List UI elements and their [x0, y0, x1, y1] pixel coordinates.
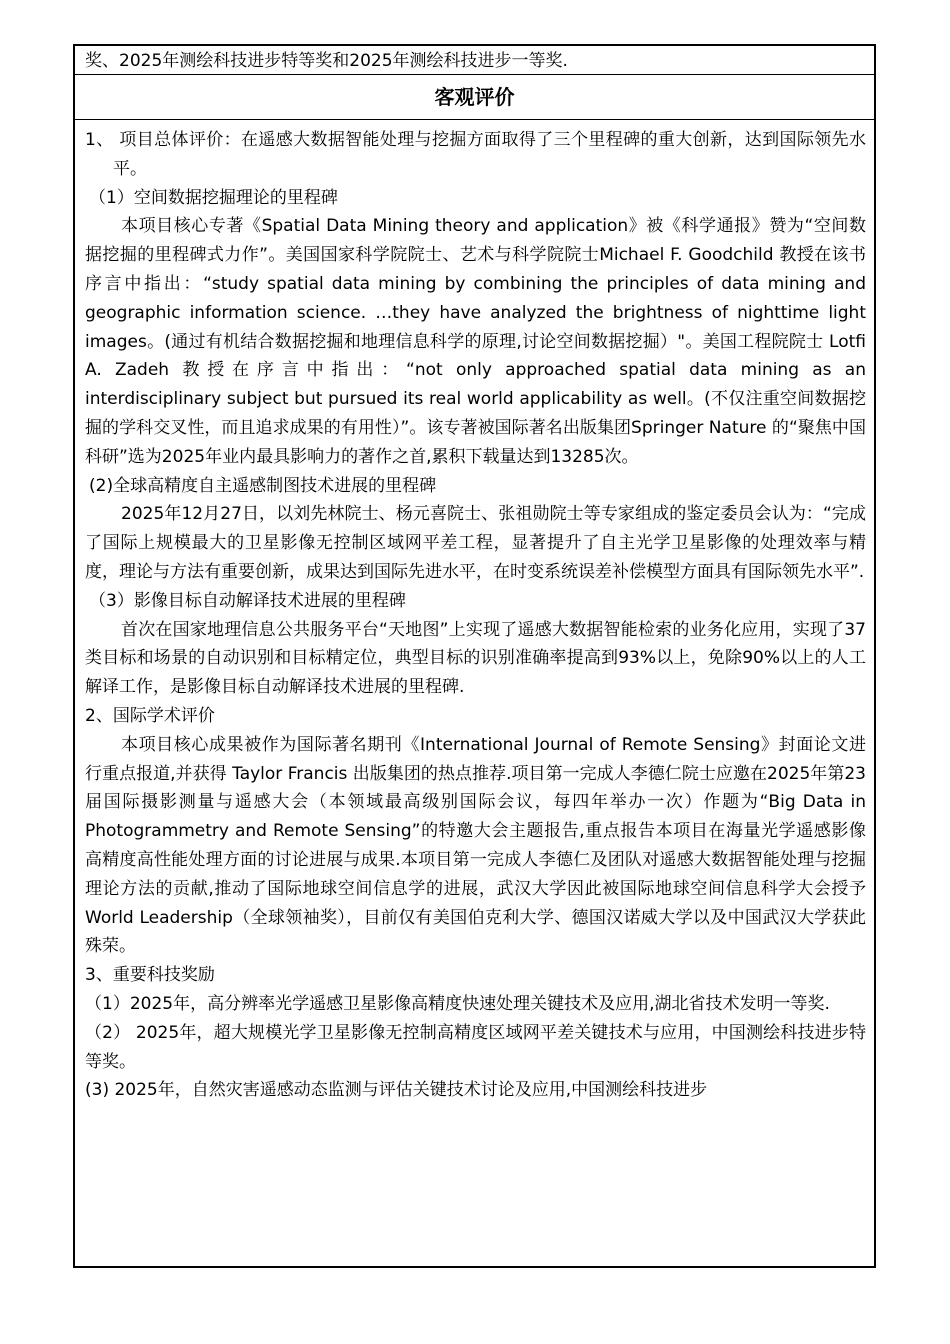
- section-title: 客观评价: [75, 75, 874, 120]
- international-evaluation-paragraph: 本项目核心成果被作为国际著名期刊《International Journal of Remote Sensing》封面论文进行重点报道,并获得 Taylor Francis 出版集团的热点推荐.项目第一完成人李德仁院士应邀在2025年第23届国际摄影测量与遥感大会（本领域最高级别国际会议，每四年举办一次）作题为“Big Data in Photogrammetry and Remote Sensing”的特邀大会主题报告,重点报告本项目在海量光学遥感影像高精度高性能处理方面的讨论进展与成果.本项目第一完成人李德仁及团队对遥感大数据智能处理与挖掘理论方法的贡献,推动了国际地球空间信息学的进展，武汉大学因此被国际地球空间信息科学大会授予World Leadership（全球领袖奖），目前仅有美国伯克利大学、德国汉诺威大学以及中国武汉大学获此殊荣。: [85, 734, 866, 957]
- award-item-1: （1）2025年，高分辨率光学遥感卫星影像高精度快速处理关键技术及应用,湖北省技术发明一等奖.: [85, 993, 830, 1014]
- milestone-heading-1: （1）空间数据挖掘理论的里程碑: [89, 187, 338, 208]
- awards-heading: 3、重要科技奖励: [85, 965, 215, 986]
- evaluation-body: [85, 126, 866, 1105]
- milestone-paragraph-3: 首次在国家地理信息公共服务平台“天地图”上实现了遥感大数据智能检索的业务化应用，实现了37类目标和场景的自动识别和目标精定位，典型目标的识别准确率提高到93%以上，免除90%以上的人工解译工作，是影像目标自动解译技术进展的里程碑.: [85, 619, 866, 698]
- evaluation-table: [73, 44, 876, 1268]
- international-evaluation-heading: 2、国际学术评价: [85, 705, 215, 726]
- award-item-3: (3) 2025年，自然灾害遥感动态监测与评估关键技术讨论及应用,中国测绘科技进步: [85, 1080, 708, 1101]
- milestone-paragraph-2: 2025年12月27日，以刘先林院士、杨元喜院士、张祖勋院士等专家组成的鉴定委员会认为：“完成了国际上规模最大的卫星影像无控制区域网平差工程，显著提升了自主光学卫星影像的处理效率与精度，理论与方法有重要创新，成果达到国际先进水平，在时变系统误差补偿模型方面具有国际领先水平”.: [85, 504, 866, 582]
- milestone-paragraph-1: 本项目核心专著《Spatial Data Mining theory and application》被《科学通报》赞为“空间数据挖掘的里程碑式力作”。美国国家科学院院士、艺术与科学院院士Michael F. Goodchild 教授在该书序言中指出：“study spatial data mining by combining the principles of data mining and geographic information science. …they have analyzed the brightness of nighttime light images。(通过有机结合数据挖掘和地理信息科学的原理,讨论空间数据挖掘）"。美国工程院院士 Lotfi A. Zadeh 教授在序言中指出：“not only approached spatial data mining as an interdisciplinary subject but pursued its real world applicability as well。(不仅注重空间数据挖掘的学科交叉性，而且追求成果的有用性）”。该专著被国际著名出版集团Springer Nature 的“聚焦中国科研”选为2025年业内最具影响力的著作之首,累积下载量达到13285次。: [85, 216, 866, 467]
- overall-evaluation-item: 1、 项目总体评价：在遥感大数据智能处理与挖掘方面取得了三个里程碑的重大创新，达到国际领先水平。: [85, 130, 866, 179]
- award-item-2: （2） 2025年，超大规模光学卫星影像无控制高精度区域网平差关键技术与应用，中国测绘科技进步特等奖。: [85, 1022, 866, 1072]
- continued-text-row: 奖、2025年测绘科技进步特等奖和2025年测绘科技进步一等奖.: [75, 46, 874, 75]
- milestone-heading-2: (2)全球高精度自主遥感制图技术进展的里程碑: [89, 475, 437, 496]
- milestone-heading-3: （3）影像目标自动解译技术进展的里程碑: [89, 590, 406, 611]
